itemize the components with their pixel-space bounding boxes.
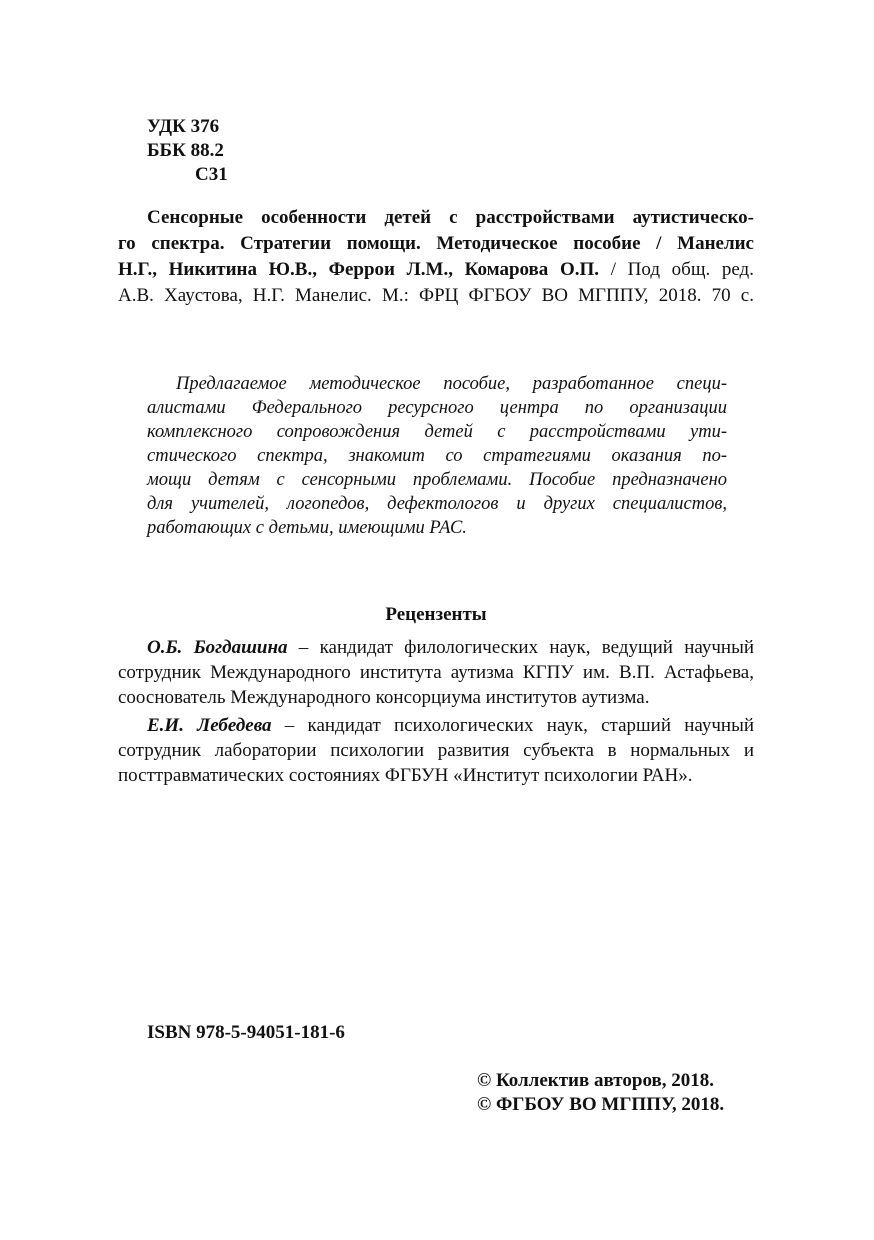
authors-list: Н.Г., Никитина Ю.В., Феррои Л.М., Комарова О.П. — [118, 259, 600, 280]
editor-note: / Под общ. ред. — [599, 259, 754, 280]
reviewers-heading: Рецензенты — [385, 604, 487, 625]
abstract-line: для учителей, логопедов, дефектологов и других специалистов, — [147, 494, 727, 514]
biblio-line: Сенсорные особенности детей с расстройствами аутистическо- — [147, 207, 754, 228]
reviewer-title: – кандидат психологических наук, старший научный — [271, 715, 755, 736]
classification-codes — [147, 115, 228, 187]
reviewer-line — [147, 637, 754, 659]
udk-code: УДК 376 — [147, 116, 220, 137]
reviewer-line: сотрудник Международного института аутизма КГПУ им. В.П. Астафьева, — [118, 662, 754, 683]
isbn: ISBN 978-5-94051-181-6 — [147, 1022, 345, 1043]
abstract-line: Предлагаемое методическое пособие, разработанное специ- — [176, 374, 727, 394]
author-mark: С31 — [195, 164, 228, 185]
reviewer-line: сооснователь Международного консорциума институтов аутизма. — [118, 687, 650, 708]
biblio-line: А.В. Хаустова, Н.Г. Манелис. М.: ФРЦ ФГБОУ ВО МГППУ, 2018. 70 с. — [118, 285, 754, 306]
abstract-line: стического спектра, знакомит со стратегиями оказания по- — [147, 446, 727, 466]
copyright-publisher: © ФГБОУ ВО МГППУ, 2018. — [477, 1094, 725, 1115]
reviewer-line: посттравматических состояниях ФГБУН «Институт психологии РАН». — [118, 765, 693, 786]
reviewer-line — [147, 715, 754, 737]
copyright-authors: © Коллектив авторов, 2018. — [477, 1070, 714, 1091]
reviewer-name: О.Б. Богдашина — [147, 637, 288, 658]
abstract-line: алистами Федерального ресурсного центра по организации — [147, 398, 727, 418]
reviewer-title: – кандидат филологических наук, ведущий научный — [287, 637, 755, 658]
biblio-line — [118, 259, 754, 281]
reviewer-name: Е.И. Лебедева — [147, 715, 272, 736]
abstract-line: комплексного сопровождения детей с расстройствами ути- — [147, 422, 727, 442]
biblio-line: го спектра. Стратегии помощи. Методическое пособие / Манелис — [118, 233, 754, 254]
abstract-line: работающих с детьми, имеющими РАС. — [147, 518, 467, 538]
reviewer-line: сотрудник лаборатории психологии развития субъекта в нормальных и — [118, 740, 754, 761]
abstract-line: мощи детям с сенсорными проблемами. Пособие предназначено — [147, 470, 727, 490]
bbk-code: ББК 88.2 — [147, 140, 224, 161]
